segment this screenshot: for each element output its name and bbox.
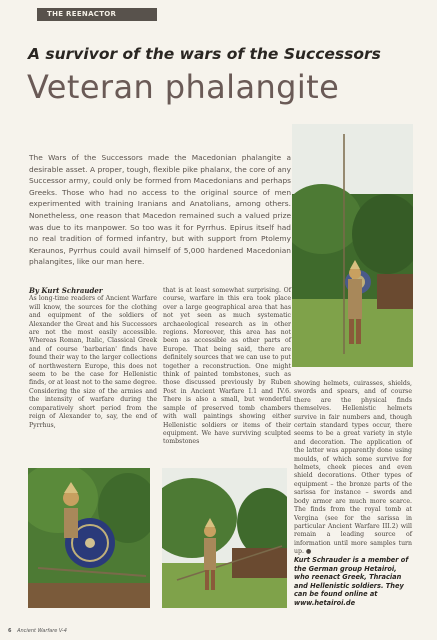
column-1-text: As long-time readers of Ancient Warfare will know, the sources for the clothing and equipment of the soldiers of Alexander the Great and his Successors are not the most easily accessible. Whereas Roman, Italic, Classical Greek and of course 'barbarian' finds have found their way to the larger collections of northwestern Europe, this does not seem to be the case for Hellenistic finds, or at least not to the same degree. Considering the size of the armies and the intensity of warfare during the comparatively short period from the reign of Alexander to, say, the end of Pyrrhus, bbox=[29, 295, 157, 429]
photo-phalangite-pike-lowered bbox=[162, 468, 287, 608]
intro-paragraph: The Wars of the Successors made the Macedonian phalangite a desirable asset. A proper, tough, flexible pike phalanx, the core of any Successor army, could only be formed from Macedonians and perhaps Greeks. Those who had no access to the original source of men experimented with training Iranians and Anatolians, among others. Nonetheless, one reason that Macedon remained such a valued prize was due to its manpower. So too was it for Pyrrhus. Epirus itself had no real tradition of formed infantry, but with support from Ptolemy Keraunos, Pyrrhus could avail himself of 5,000 hardened Macedonian phalangites, like our man here. bbox=[29, 153, 291, 267]
page-footer bbox=[8, 628, 67, 634]
author-bio: Kurt Schrauder is a member of the German group Hetairoi, who reenact Greek, Thracian and Hellenistic soldiers. They can be found online at www.hetairoi.de bbox=[294, 556, 409, 607]
text-column-1 bbox=[29, 287, 157, 430]
byline: By Kurt Schrauder bbox=[29, 286, 103, 295]
magazine-issue: Ancient Warfare V-4 bbox=[17, 628, 67, 634]
text-column-3 bbox=[294, 380, 412, 557]
text-column-2 bbox=[163, 287, 291, 447]
section-tag: THE REENACTOR bbox=[37, 8, 157, 21]
page-number: 6 bbox=[8, 628, 12, 634]
column-2-text: that is at least somewhat surprising. Of course, warfare in this era took place over a large geographical area that has not yet seen as much systematic archaeological research as in other regions. Moreover, this area has not been as accessible as other parts of Europe. That being said, there are definitely sources that we can use to put together a reconstruction. One might think of painted tombstones, such as those discussed previously by Ruben Post in Ancient Warfare I.1 and IV.6. There is also a small, but wonderful sample of preserved tomb chambers with wall paintings showing either Hellenistic soldiers or items of their equipment. We have surviving sculpted tombstones bbox=[163, 287, 291, 446]
article-subtitle: A survivor of the wars of the Successors bbox=[28, 45, 381, 63]
photo-phalangite-standing bbox=[292, 124, 413, 367]
photo-phalangite-shield bbox=[28, 468, 150, 608]
article-title: Veteran phalangite bbox=[27, 68, 340, 106]
column-3-text: showing helmets, cuirasses, shields, swords and spears, and of course there are the physical finds themselves. Hellenistic helmets survive in fair numbers and, though certain standard types occur, there seems to be a great variety in style and decoration. The application of the latter was apparently done using moulds, of which some survive for helmets, cheek pieces and even shield decorations. Other types of equipment – the bronze parts of the sarissa for instance – swords and body armor are much more scarce. The finds from the royal tomb at Vergina (see for the sarissa in particular Ancient Warfare III.2) will remain a leading source of information until more samples turn up. ● bbox=[294, 380, 412, 556]
